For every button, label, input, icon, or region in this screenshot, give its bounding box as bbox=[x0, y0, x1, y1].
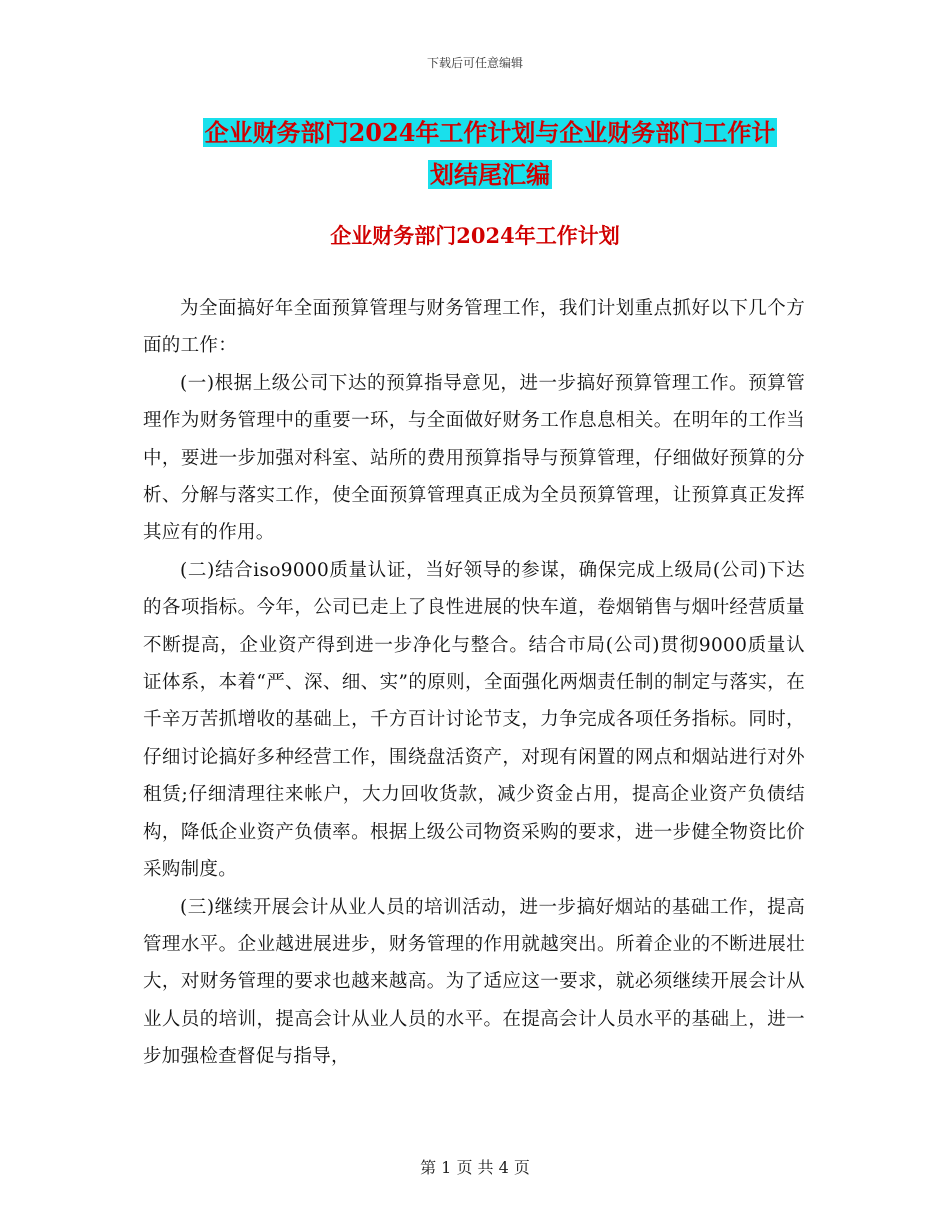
page-number: 第 1 页 共 4 页 bbox=[420, 1158, 530, 1177]
paragraph-intro: 为全面搞好年全面预算管理与财务管理工作，我们计划重点抓好以下几个方面的工作： bbox=[143, 298, 805, 357]
main-title bbox=[160, 112, 820, 196]
paragraph-3: (三)继续开展会计从业人员的培训活动，进一步搞好烟站的基础工作，提高管理水平。企业越进展进步，财务管理的作用就越突出。所着企业的不断进展壮大，对财务管理的要求也越来越高。为了适应这一要求，就必须继续开展会计从业人员的培训，提高会计从业人员的水平。在提高会计人员水平的基础上，进一步加强检查督促与指导， bbox=[143, 896, 805, 1068]
paragraph-1: (一)根据上级公司下达的预算指导意见，进一步搞好预算管理工作。预算管理作为财务管理中的重要一环，与全面做好财务工作息息相关。在明年的工作当中，要进一步加强对科室、站所的费用预算指导与预算管理，仔细做好预算的分析、分解与落实工作，使全面预算管理真正成为全员预算管理，让预算真正发挥其应有的作用。 bbox=[143, 372, 805, 544]
section-title: 企业财务部门2024年工作计划 bbox=[330, 223, 620, 248]
header-note: 下载后可任意编辑 bbox=[426, 56, 523, 70]
body-text bbox=[143, 290, 805, 1076]
main-title-line2: 划结尾汇编 bbox=[430, 160, 550, 189]
paragraph-2: (二)结合iso9000质量认证，当好领导的参谋，确保完成上级局(公司)下达的各项指标。今年，公司已走上了良性进展的快车道，卷烟销售与烟叶经营质量不断提高，企业资产得到进一步净化与整合。结合市局(公司)贯彻9000质量认证体系，本着“严、深、细、实”的原则，全面强化两烟责任制的制定与落实，在千辛万苦抓增收的基础上，千方百计讨论节支，力争完成各项任务指标。同时，仔细讨论搞好多种经营工作，围绕盘活资产，对现有闲置的网点和烟站进行对外租赁;仔细清理往来帐户，大力回收货款，减少资金占用，提高企业资产负债结构，降低企业资产负债率。根据上级公司物资采购的要求，进一步健全物资比价采购制度。 bbox=[143, 559, 805, 881]
main-title-line1: 企业财务部门2024年工作计划与企业财务部门工作计 bbox=[204, 118, 776, 147]
